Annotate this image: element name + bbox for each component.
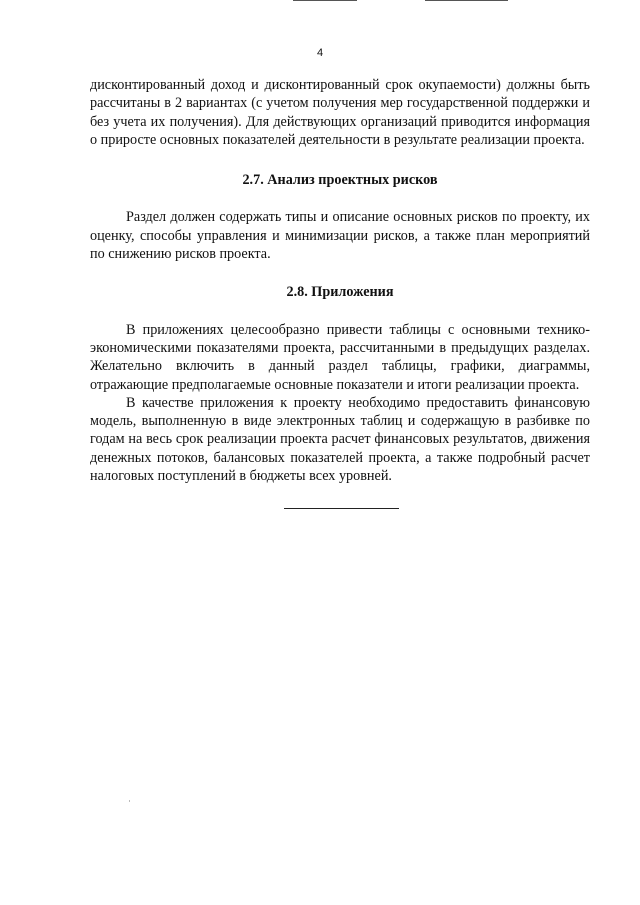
section-2-8-paragraph-1: В приложениях целесообразно привести таблицы с основными технико-экономическими показателями проекта, рассчитанными в предыдущих разделах. Желательно включить в данный раздел таблицы, графики, диаграммы, отражающие предполагаемые основные показатели и итоги реализации проекта. [90,321,590,393]
end-of-document-rule [284,508,399,509]
section-2-7-paragraph: Раздел должен содержать типы и описание основных рисков по проекту, их оценку, способы управления и минимизации рисков, а также план мероприятий по снижению рисков проекта. [90,209,590,263]
scan-speck [129,800,130,802]
intro-paragraph: дисконтированный доход и дисконтированный срок окупаемости) должны быть рассчитаны в 2 вариантах (с учетом получения мер государственной поддержки и без учета их получения). Для действующих организаций приводится информация о приросте основных показателей деятельности в результате реализации проекта. [90,77,590,148]
top-scan-line-left [293,0,357,1]
document-body [90,76,590,485]
section-2-7-heading: 2.7. Анализ проектных рисков [242,172,438,189]
section-2-8-heading: 2.8. Приложения [286,284,394,301]
section-2-8-paragraph-2: В качестве приложения к проекту необходимо предоставить финансовую модель, выполненную в виде электронных таблиц и содержащую в разбивке по годам на весь срок реализации проекта расчет финансовых результатов, движения денежных потоков, балансовых показателей проекта, а также подробный расчет налоговых поступлений в бюджеты всех уровней. [90,394,590,485]
top-scan-line-right [425,0,508,1]
page-number: 4 [316,47,324,59]
